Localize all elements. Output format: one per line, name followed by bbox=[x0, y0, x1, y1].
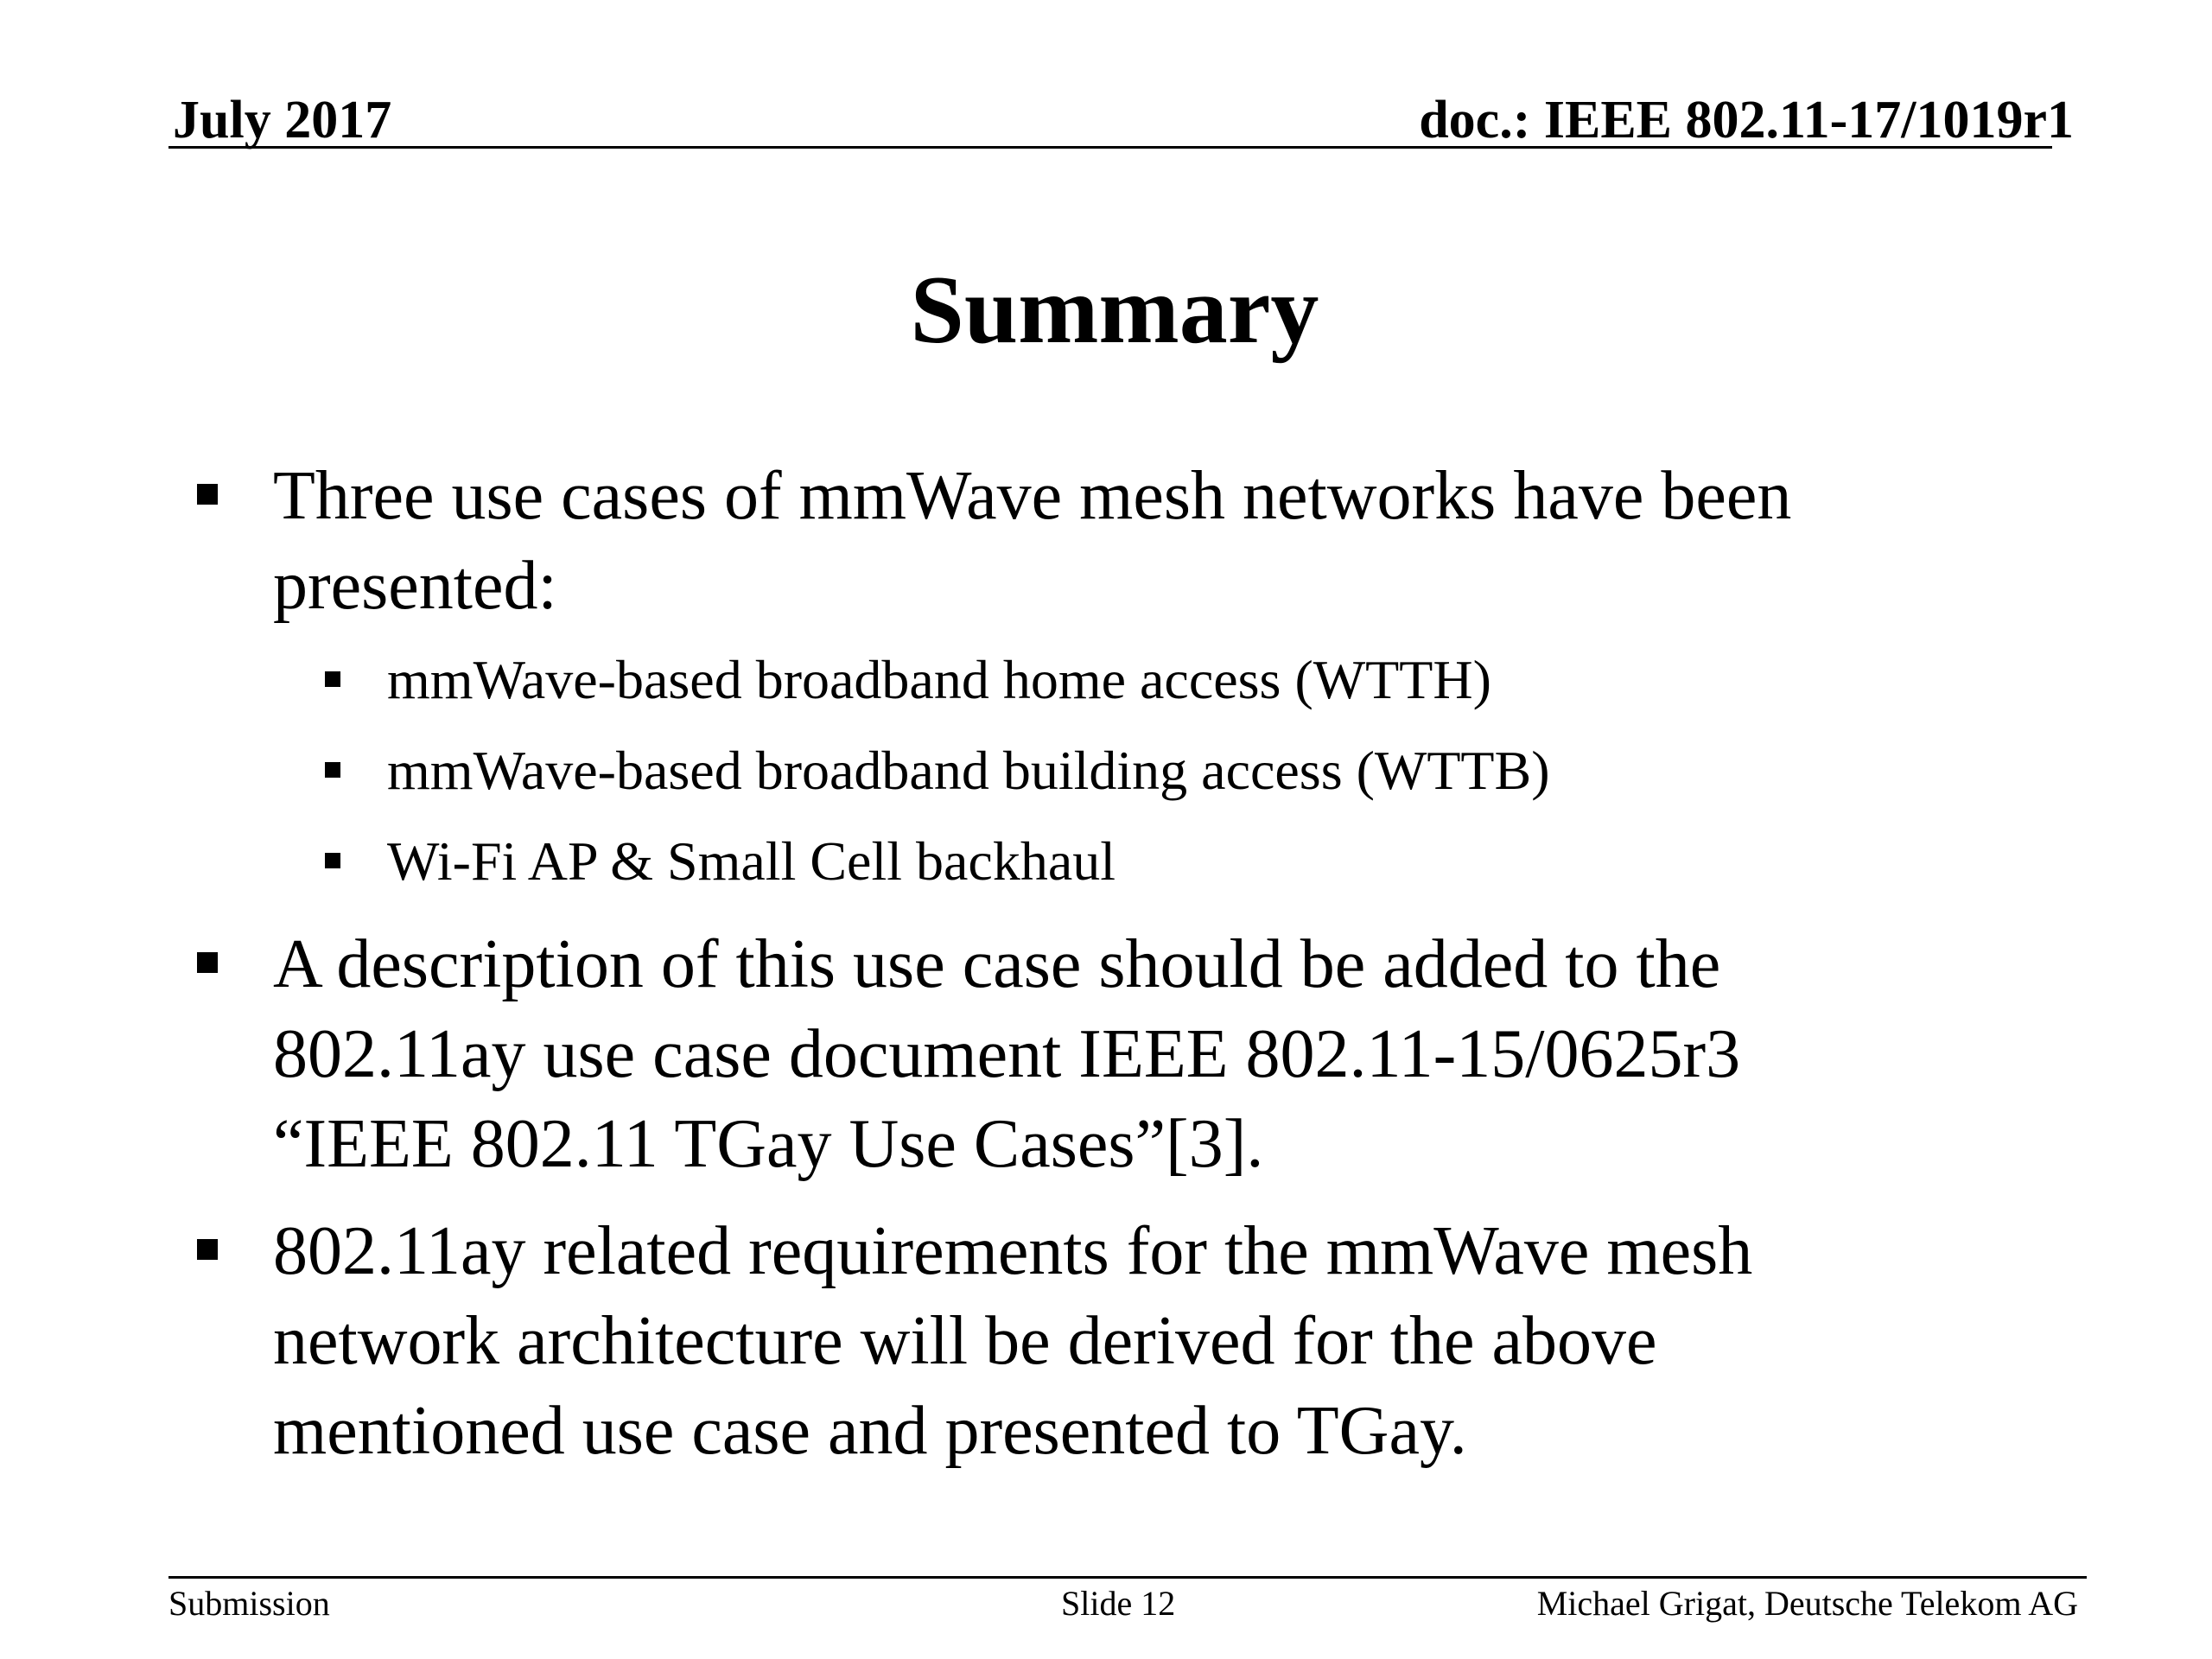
bullet-text: Three use cases of mmWave mesh networks have been presented: bbox=[273, 458, 1792, 624]
sub-bullet-text: mmWave-based broadband building access (WTTB) bbox=[387, 740, 1550, 801]
bullet-marker bbox=[197, 952, 218, 973]
sub-bullet-marker bbox=[325, 762, 340, 778]
bullet-marker bbox=[197, 484, 218, 505]
header-doc-id: doc.: IEEE 802.11-17/1019r1 bbox=[1419, 91, 2074, 149]
footer-author: Michael Grigat, Deutsche Telekom AG bbox=[1536, 1584, 2078, 1623]
slide-title: Summary bbox=[910, 257, 1319, 364]
sub-bullet-marker bbox=[325, 671, 340, 687]
sub-bullet-text: Wi-Fi AP & Small Cell backhaul bbox=[387, 830, 1116, 892]
sub-bullet-marker bbox=[325, 853, 340, 868]
bullet-marker bbox=[197, 1239, 218, 1260]
footer-submission: Submission bbox=[168, 1584, 330, 1623]
header-divider bbox=[168, 146, 2052, 149]
footer-slide-number: Slide 12 bbox=[1061, 1584, 1176, 1623]
bullet-text: A description of this use case should be added to the 802.11ay use case document IEEE 802.11-15/0625r3 “IEEE 802.11 TGay Use Cases”[3]. bbox=[273, 926, 1741, 1182]
footer-divider bbox=[168, 1576, 2087, 1579]
bullet-text: 802.11ay related requirements for the mmWave mesh network architecture will be derived for the above mentioned use case and presented to TGay. bbox=[273, 1213, 1753, 1469]
header-date: July 2017 bbox=[173, 91, 392, 149]
sub-bullet-text: mmWave-based broadband home access (WTTH) bbox=[387, 649, 1491, 710]
